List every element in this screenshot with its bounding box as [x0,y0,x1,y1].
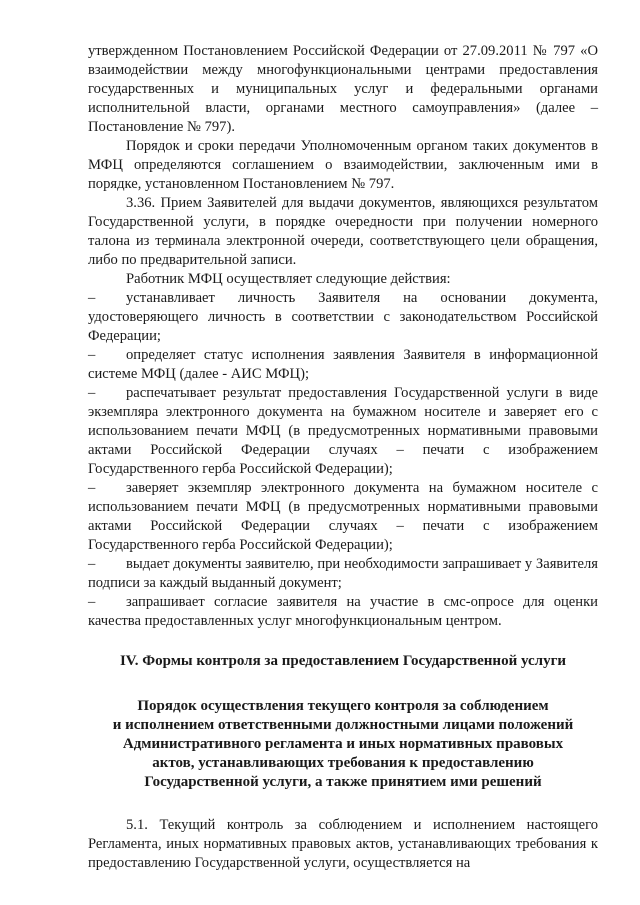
list-item-text: устанавливает личность Заявителя на основании документа, удостоверяющего личность в соответствии с законодательством Российской Федерации; [88,290,598,344]
subsection-heading-line: Порядок осуществления текущего контроля за соблюдением [137,698,549,714]
subsection-heading-line: актов, устанавливающих требования к предоставлению [152,755,534,771]
subsection-heading [88,697,598,792]
subsection-heading-line: и исполнением ответственными должностными лицами положений [112,717,574,733]
document-page [88,42,598,873]
list-item-text: распечатывает результат предоставления Государственной услуги в виде экземпляра электронного документа на бумажном носителе и заверяет его с использованием печати МФЦ (в предусмотренных нормативными правовыми актами Российской Федерации случаях – печати с изображением Государственного герба Российской Федерации); [88,385,598,477]
dash-marker: – [88,347,96,363]
list-item-text: выдает документы заявителю, при необходимости запрашивает у Заявителя подписи за каждый выданный документ; [88,556,598,591]
list-item [88,555,598,593]
clause-5-1-paragraph: 5.1. Текущий контроль за соблюдением и исполнением настоящего Регламента, иных нормативных правовых актов, устанавливающих требования к предоставлению Государственной услуги, осуществляется на [88,817,598,871]
actions-list [88,289,598,631]
subsection-heading-line: Административного регламента и иных нормативных правовых [122,736,564,752]
dash-marker: – [88,290,96,306]
worker-actions-intro: Работник МФЦ осуществляет следующие действия: [126,271,451,287]
subsection-heading-line: Государственной услуги, а также принятием ими решений [144,774,542,790]
list-item-text: определяет статус исполнения заявления Заявителя в информационной системе МФЦ (далее - АИС МФЦ); [88,347,598,382]
list-item [88,593,598,631]
list-item [88,479,598,555]
intro-paragraph: утвержденном Постановлением Российской Федерации от 27.09.2011 № 797 «О взаимодействии между многофункциональными центрами предоставления государственных и муниципальных услуг и федеральными органами исполнительной власти, органами местного самоуправления» (далее – Постановление № 797). [88,43,598,135]
dash-marker: – [88,385,96,401]
list-item-text: запрашивает согласие заявителя на участие в смс-опросе для оценки качества предоставленных услуг многофункциональным центром. [88,594,598,629]
list-item [88,346,598,384]
section-heading: IV. Формы контроля за предоставлением Государственной услуги [119,653,567,669]
list-item-text: заверяет экземпляр электронного документа на бумажном носителе с использованием печати МФЦ (в предусмотренных нормативными правовыми актами Российской Федерации случаях – печати с изображением Государственного герба Российской Федерации); [88,480,598,553]
list-item [88,384,598,479]
dash-marker: – [88,594,96,610]
clause-3-36-paragraph: 3.36. Прием Заявителей для выдачи документов, являющихся результатом Государственной услуги, в порядке очередности при получении номерного талона из терминала электронной очереди, соответствующего цели обращения, либо по предварительной записи. [88,195,598,268]
dash-marker: – [88,480,96,496]
dash-marker: – [88,556,96,572]
list-item [88,289,598,346]
procedure-paragraph: Порядок и сроки передачи Уполномоченным органом таких документов в МФЦ определяются соглашением о взаимодействии, заключенным ими в порядке, установленном Постановлением № 797. [88,138,598,192]
